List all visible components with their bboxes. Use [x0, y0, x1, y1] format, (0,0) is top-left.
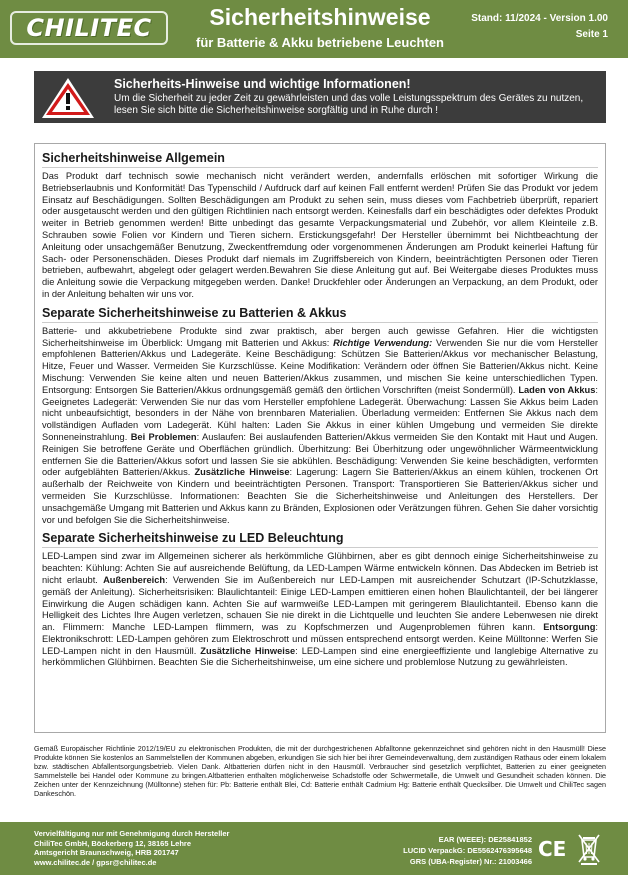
emphasis-correct-use: Richtige Verwendung:	[333, 337, 433, 348]
chilitec-logo: CHILITEC	[10, 11, 168, 45]
section-text-batteries: Batterie- und akkubetriebene Produkte sind zwar praktisch, aber bergen auch gewisse Gefahren. Hier die wichtigsten Sicherheitshinweise im Überblick: Umgang mit Batterien und Akkus: Richtige Verwendung: Verwenden Sie nur die vom Hersteller empfohlenen Batterien/Akkus und Ladegeräte. Keine Beschädigung: Schützen Sie Batterien/Akkus vor mechanischer Belastung, Hitze, Feuer und Wasser. Vermeiden Sie Kurzschlüsse. Keine Modifikation: Verändern oder öffnen Sie Batterien/Akkus nicht. Keine Mischung: Verwenden Sie keine alten und neuen Batterien/Akkus zusammen, und mischen Sie keine unterschiedlichen Typen. Entsorgung: Entsorgen Sie Batterien/Akkus ordnungsgemäß gemäß den örtlichen Vorschriften (meist Sondermüll). Laden von Akkus: Geeignetes Ladegerät: Verwenden Sie nur das vom Hersteller empfohlene Ladegerät. Überwachung: Lassen Sie Akkus beim Laden nicht unbeaufsichtigt, besonders in der Nähe von brennbaren Materialien. Überladung vermeiden: Entfernen Sie Akkus nach dem vollständigen Aufladen vom Ladegerät. Kühl halten: Laden Sie Akkus in einer kühlen Umgebung und vermeiden Sie direkte Sonneneinstrahlung. Bei Problemen: Auslaufen: Bei auslaufenden Batterien/Akkus vermeiden Sie den Kontakt mit Haut und Augen. Reinigen Sie betroffene Geräte und Oberflächen gründlich. Überhitzung: Bei Überhitzung oder ungewöhnlicher Wärmeentwicklung entfernen Sie die Batterien/Akkus sofort und lassen Sie sie abkühlen. Beschädigung: Verwenden Sie keine beschädigten, verformten oder aufgeblähten Batterien/Akkus. Zusätzliche Hinweise: Lagerung: Lagern Sie Batterien/Akkus an einem kühlen, trockenen Ort außerhalb der Reichweite von Kindern und beeinträchtigten Personen. Transport: Transportieren Sie Batterien/Akkus sicher und vermeiden Sie Kurzschlüsse. Informationen: Beachten Sie die Sicherheitshinweise und Anleitungen des Herstellers. Der unsachgemäße Umgang mit Batterien und Akkus kann zu Bränden, Explosionen oder Verätzungen führen. Gehen Sie daher vorsichtig vor und befolgen Sie die Sicherheitshinweise.	[42, 325, 598, 525]
header-band	[0, 0, 628, 58]
bold-disposal: Entsorgung	[543, 622, 596, 633]
crossed-out-bin-icon	[578, 833, 600, 865]
page-number: Seite 1	[575, 29, 608, 40]
company-info	[34, 829, 229, 867]
page-title: Sicherheitshinweise	[209, 4, 431, 30]
section-text-led: LED-Lampen sind zwar im Allgemeinen sicherer als herkömmliche Glühbirnen, aber es gibt dennoch einige Sicherheitshinweise zu beachten: Kühlung: Achten Sie auf ausreichende Belüftung, da LED-Lampen Wärme entwickeln können. Das Abdecken im Betrieb ist nicht erlaubt. Außenbereich: Verwenden Sie im Außenbereich nur LED-Lampen mit ausreichender Schutzart (IP-Schutzklasse, gemäß der Anleitung). Sicherheitsrisiken: Blaulichtanteil: Einige LED-Lampen emittieren einen hohen Blaulichtanteil, der bei längerer Einwirkung die Augen schädigen kann. Achten Sie auf warmweiße LED-Lampen mit geringerem Blaulichtanteil. Ebenso kann die Helligkeit des Lichtes Ihre Augen verletzen, schauen Sie nie direkt in die Lichtquelle und leuchten Sie andere Lebenwesen nie direkt an. Flimmern: Manche LED-Lampen flimmern, was zu Kopfschmerzen und Augenproblemen führen kann. Entsorgung: Elektronikschrott: LED-Lampen gehören zum Elektroschrott und müssen entsprechend entsorgt werden. Keine Mülltonne: Werfen Sie LED-Lampen nicht in den Hausmüll. Zusätzliche Hinweise: LED-Lampen sind eine energieeffiziente und langlebige Alternative zu herkömmlichen Glühbirnen. Beachten Sie die Sicherheitshinweise, um eine sichere und problemlose Nutzung zu gewährleisten.	[42, 551, 598, 668]
footer-line: ChiliTec GmbH, Böckerberg 12, 38165 Lehre	[34, 838, 192, 848]
version-stand: Stand: 11/2024 - Version 1.00	[471, 13, 608, 24]
footer-line: Vervielfältigung nur mit Genehmigung durch Hersteller	[34, 829, 230, 838]
section-title-led: Separate Sicherheitshinweise zu LED Beleuchtung	[42, 530, 598, 548]
page-subtitle: für Batterie & Akku betriebene Leuchten	[195, 35, 444, 50]
warning-triangle-icon	[40, 76, 96, 120]
footer-reg-line: EAR (WEEE): DE25841852	[438, 835, 532, 844]
footer-band	[0, 822, 628, 875]
section-text-general: Das Produkt darf technisch sowie mechanisch nicht verändert werden, andernfalls erlöschen mit sofortiger Wirkung die Betriebserlaubnis und Konformität! Das Typenschild / Aufdruck darf auf keinen Fall entfernt werden! Prüfen Sie das Produkt vor jedem Einsatz auf Beschädigungen. Sollten Beschädigungen am Produkt zu sehen sein, muss dieses vom Fachbetrieb überprüft, repariert oder ausgetauscht werden und den gültigen Richtlinien nach entsorgt werden. Keinesfalls darf ein beschädigtes oder defektes Produkt weiter in Betrieb genommen werden! Bitte unbedingt das gesamte Verpackungsmaterial und Zubehör, vor allem Kleinteile z.B. Schrauben sowie Folien vor Kindern und Tieren sichern. Erstickungsgefahr! Der Hersteller übernimmt bei Nichtbeachtung der Anleitung oder unsachgemäßer Benutzung, Zweckentfremdung oder vorgenommenen Änderungen am Produkt keinerlei Haftung für Sach- oder Personenschäden. Dieses Produkt darf niemals im Zugriffsbereich von Kindern, beeinträchtigten Personen oder Tieren betrieben, aufbewahrt, abgelegt oder gelagert werden.Bewahren Sie diese Anleitung gut auf. Bei Weitergabe dieses Produktes muss die Anleitung sowie die Verpackung mitgegeben werden. Danke! Druckfehler oder Änderungen an Verpackung, an dem Produkt, oder in der Anleitung behalten wir uns vor.	[42, 171, 598, 299]
footer-line: Amtsgericht Braunschweig, HRB 201747	[34, 848, 179, 857]
registration-info	[403, 834, 532, 867]
ce-mark-icon: CE	[538, 837, 567, 861]
warning-banner	[34, 71, 606, 123]
warning-title: Sicherheits-Hinweise und wichtige Informationen!	[114, 77, 411, 91]
section-title-general: Sicherheitshinweise Allgemein	[42, 150, 598, 168]
bold-charging: Laden von Akkus	[518, 384, 596, 395]
bold-additional: Zusätzliche Hinweise	[194, 467, 290, 478]
warning-text: Um die Sicherheit zu jeder Zeit zu gewährleisten und das volle Leistungsspektrum des Gerätes zu nutzen, lesen Sie sich bitte die Sicherheitshinweise sorgfältig und in Ruhe durch !	[114, 93, 584, 116]
bold-additional-led: Zusätzliche Hinweise	[200, 645, 296, 656]
footer-reg-line: GRS (UBA-Register) Nr.: 21003466	[409, 857, 532, 866]
bold-problems: Bei Problemen	[130, 431, 197, 442]
safety-content-box	[34, 143, 606, 733]
footer-reg-line: LUCID VerpackG: DE5562476395648	[403, 846, 532, 855]
bold-outdoor: Außenbereich	[103, 574, 166, 585]
weee-footnote: Gemäß Europäischer Richtlinie 2012/19/EU zu elektronischen Produkten, die mit der durchgestrichenen Abfalltonne gekennzeichnet sind gehören nicht in den Hausmüll! Diese Produkte können Sie kostenlos an Sammelstellen der Kommunen abgeben, erkundigen Sie sich hier bei ihrer Gemeindeverwaltung, dem zuständigen Rathaus oder einem lokalem bzw. städtischen Abfallentsorgungsbetrieb. Vielen Dank. Altbatterien dürfen nicht in den Hausmüll. Verbraucher sind gesetzlich verpflichtet, Batterien zu einer geeigneten Sammelstelle bei Handel oder Kommune zu bringen.Altbatterien enthalten möglicherweise Schadstoffe oder Schwermetalle, die Umwelt und Gesundheit schaden können. Die Zeichen unter der Kennzeichnung (Mülltonne) stehen für: Pb: Batterie enthält Blei, Cd: Batterie enthält Cadmium Hg: Batterie enthält Quecksilber. Die Umwelt und ChiliTec sagen Dankeschön.	[34, 744, 606, 798]
footer-link[interactable]: www.chilitec.de / gpsr@chilitec.de	[34, 857, 157, 867]
section-title-batteries: Separate Sicherheitshinweise zu Batterien & Akkus	[42, 305, 598, 323]
